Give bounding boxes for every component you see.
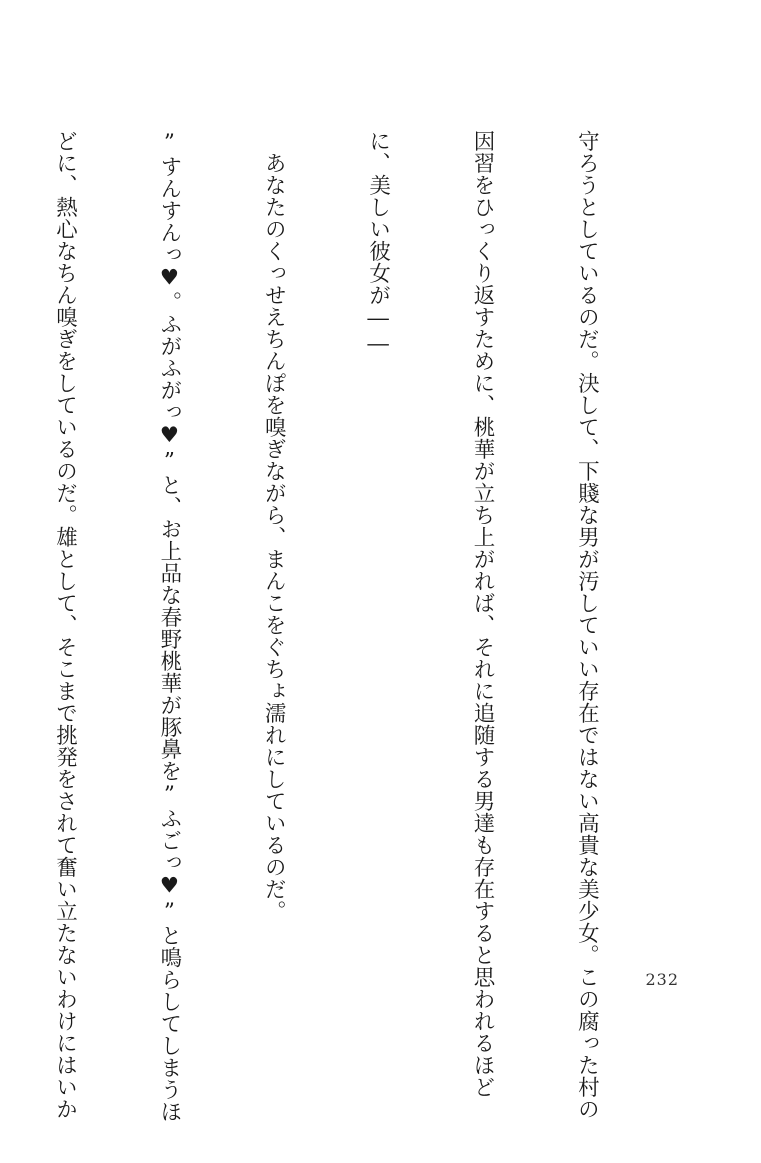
text-line: どに、熱心なちん嗅ぎをしているのだ。雄として、そこまで挑発をされて奮い立たないわけにはいか: [52, 130, 78, 1120]
text-line: あなたのくっせえちんぽを嗅ぎながら、まんこをぐちょ濡れにしているのだ。: [261, 130, 287, 922]
text-line: に、美しい彼女が――: [365, 130, 391, 357]
text-line: 守ろうとしているのだ。決して、下賤な男が汚していい存在ではない高貴な美少女。この腐った村の: [574, 130, 600, 1120]
page-number: 232: [645, 970, 679, 989]
text-line: ”すんすんっ♥。ふがふがっ♥”と、お上品な春野桃華が豚鼻を”ふごっ♥”と鳴らしてしまうほ: [156, 130, 182, 1123]
text-line: 因習をひっくり返すために、桃華が立ち上がれば、それに追随する男達も存在すると思われるほど: [470, 130, 496, 1098]
